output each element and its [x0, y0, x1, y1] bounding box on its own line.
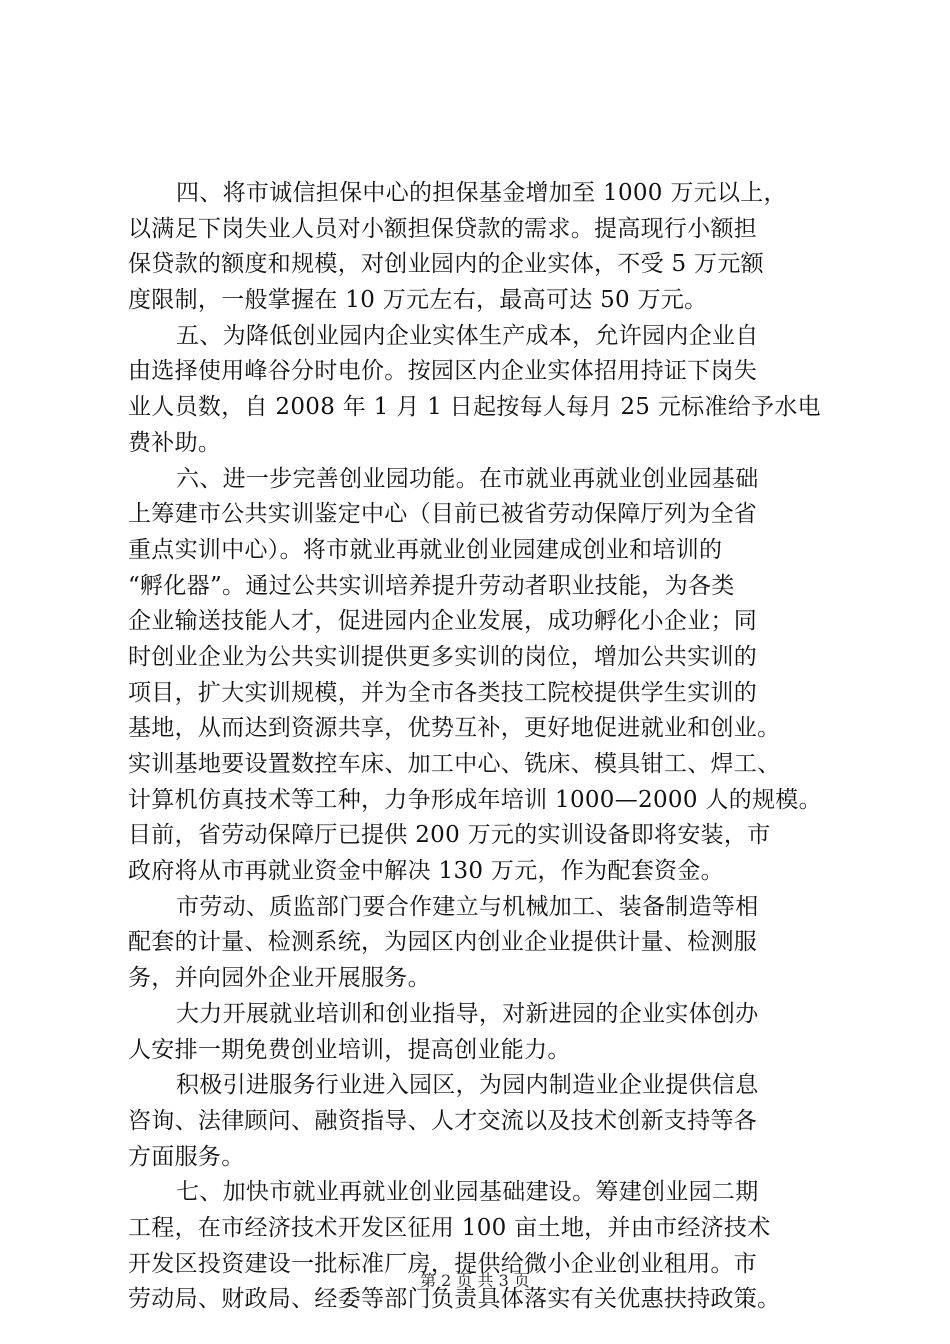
- text-line: 方面服务。: [128, 1143, 245, 1170]
- text-line: 开发区投资建设一批标准厂房，提供给微小企业创业租用。市: [128, 1250, 758, 1277]
- text-line: 咨询、法律顾问、融资指导、人才交流以及技术创新支持等各: [128, 1107, 758, 1134]
- text-line: 基地，从而达到资源共享，优势互补，更好地促进就业和创业。: [128, 715, 781, 742]
- text-line: 积极引进服务行业进入园区，为园内制造业企业提供信息: [176, 1072, 759, 1099]
- text-line: 项目，扩大实训规模，并为全市各类技工院校提供学生实训的: [128, 679, 758, 706]
- text-line: 市劳动、质监部门要合作建立与机械加工、装备制造等相: [176, 893, 759, 920]
- text-line: 五、为降低创业园内企业实体生产成本，允许园内企业自: [176, 322, 759, 349]
- page-footer: 第 2 页 共 3 页: [420, 1271, 530, 1290]
- text-line: 劳动局、财政局、经委等部门负责具体落实有关优惠扶持政策。: [128, 1286, 781, 1313]
- text-line: 重点实训中心）。将市就业再就业创业园建成创业和培训的: [128, 536, 723, 563]
- text-line: 配套的计量、检测系统，为园区内创业企业提供计量、检测服: [128, 929, 758, 956]
- text-line: 以满足下岗失业人员对小额担保贷款的需求。提高现行小额担: [128, 215, 758, 242]
- text-line: 实训基地要设置数控车床、加工中心、铣床、模具钳工、焊工、: [128, 751, 781, 777]
- text-line: 六、进一步完善创业园功能。在市就业再就业创业园基础: [176, 465, 759, 492]
- text-line: 度限制，一般掌握在 10 万元左右，最高可达 50 万元。: [128, 287, 708, 314]
- text-line: 业人员数，自 2008 年 1 月 1 日起按每人每月 25 元标准给予水电: [128, 394, 821, 421]
- text-line: “孵化器”。通过公共实训培养提升劳动者职业技能，为各类: [128, 572, 735, 599]
- text-line: 务，并向园外企业开展服务。: [128, 965, 431, 992]
- text-line: 时创业企业为公共实训提供更多实训的岗位，增加公共实训的: [128, 643, 758, 670]
- text-line: 政府将从市再就业资金中解决 130 万元，作为配套资金。: [128, 858, 724, 885]
- text-line: 上筹建市公共实训鉴定中心（目前已被省劳动保障厅列为全省: [128, 501, 758, 528]
- text-line: 大力开展就业培训和创业指导，对新进园的企业实体创办: [176, 1000, 759, 1027]
- text-line: 目前，省劳动保障厅已提供 200 万元的实训设备即将安装，市: [128, 822, 771, 849]
- text-line: 计算机仿真技术等工种，力争形成年培训 1000—2000 人的规模。: [128, 786, 822, 813]
- text-line: 费补助。: [128, 429, 222, 456]
- text-line: 保贷款的额度和规模，对创业园内的企业实体，不受 5 万元额: [128, 251, 764, 278]
- text-line: 人安排一期免费创业培训，提高创业能力。: [128, 1036, 571, 1063]
- text-line: 企业输送技能人才，促进园内企业发展，成功孵化小企业；同: [128, 608, 758, 635]
- text-line: 七、加快市就业再就业创业园基础建设。筹建创业园二期: [176, 1179, 759, 1206]
- text-line: 四、将市诚信担保中心的担保基金增加至 1000 万元以上，: [176, 180, 787, 206]
- document-body: [128, 176, 854, 1318]
- text-line: 由选择使用峰谷分时电价。按园区内企业实体招用持证下岗失: [128, 358, 758, 385]
- text-line: 工程，在市经济技术开发区征用 100 亩土地，并由市经济技术: [128, 1214, 771, 1241]
